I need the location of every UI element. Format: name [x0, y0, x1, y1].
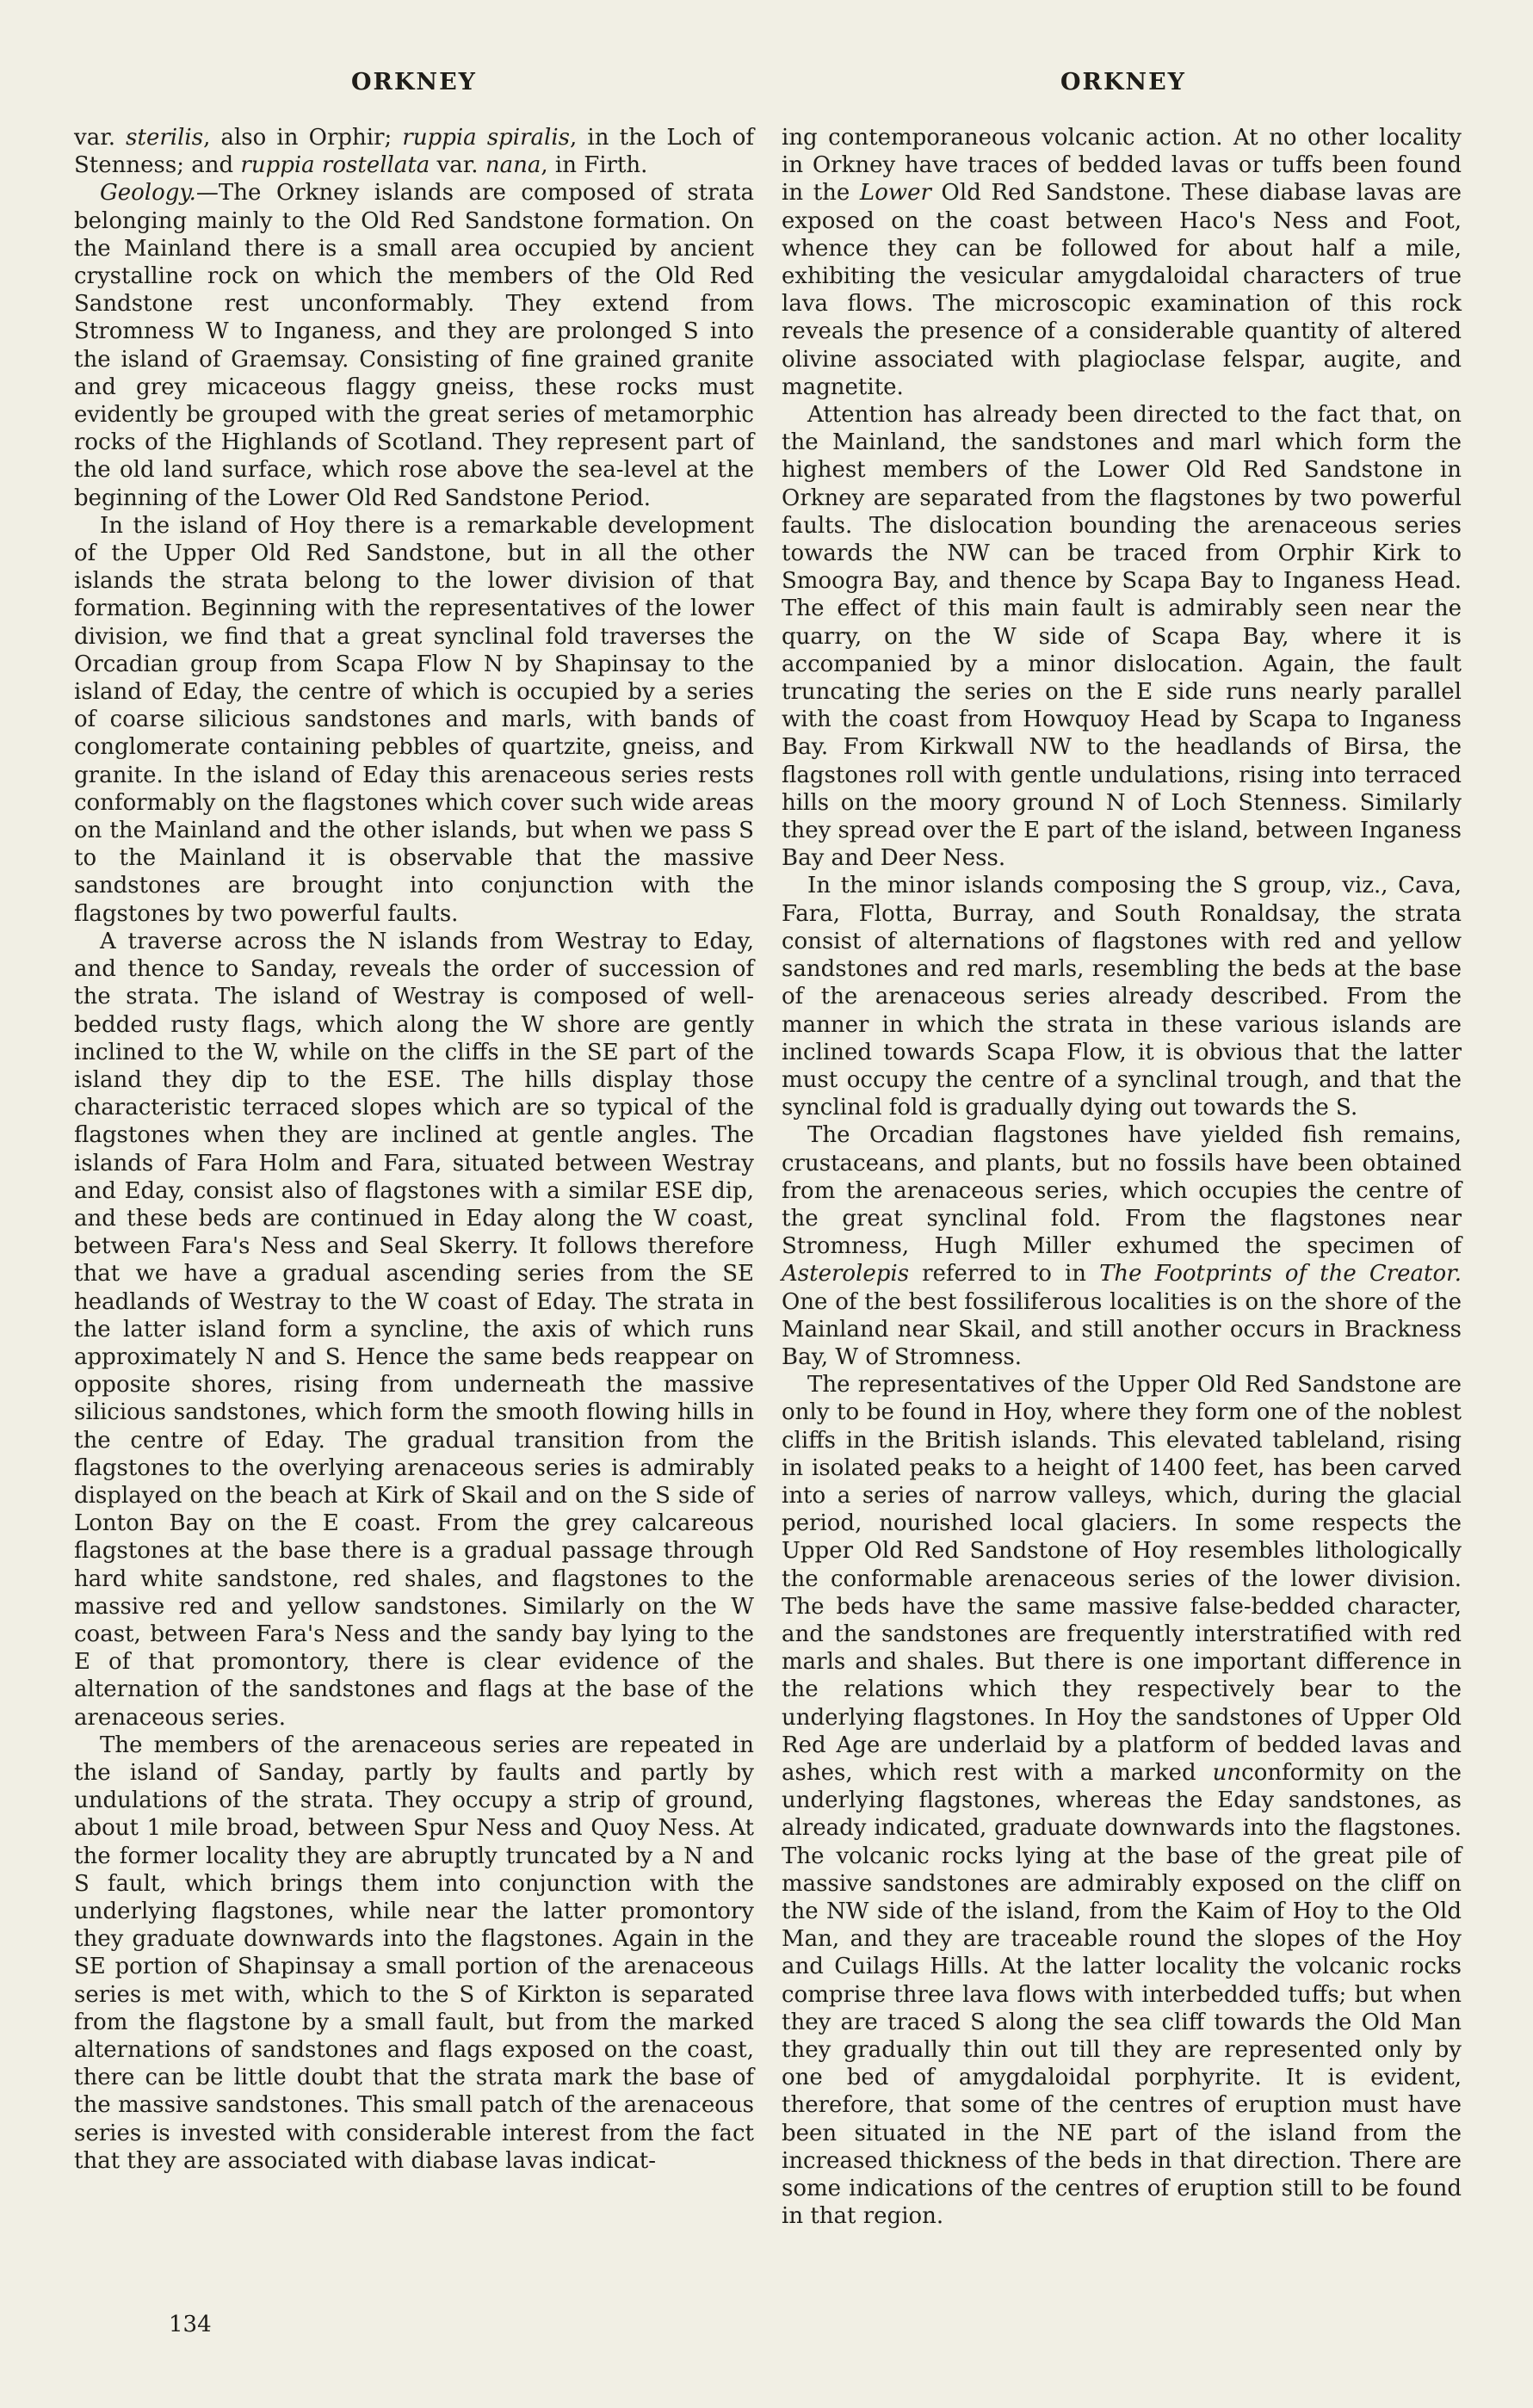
paragraph: In the minor islands composing the S group, viz., Cava, Fara, Flotta, Burray, and South Ronaldsay, the strata consist of alternations of flagstones with red and yellow sandstones and red marls, resembling the beds at the base of the arenaceous series already described. From the manner in which the strata in these various islands are inclined towards Scapa Flow, it is obvious that the latter must occupy the centre of a synclinal trough, and that the synclinal fold is gradually dying out towards the S.: [782, 873, 1462, 1121]
italic-term: sterilis: [126, 125, 204, 151]
paragraph: In the island of Hoy there is a remarkable development of the Upper Old Red Sandstone, but in all the other islands the strata belong to the lower division of that formation. Beginning with the representatives of the lower division, we find that a great synclinal fold traverses the Orcadian group from Scapa Flow N by Shapinsay to the island of Eday, the centre of which is occupied by a series of coarse silicious sandstones and marls, with bands of conglomerate containing pebbles of quartzite, gneiss, and granite. In the island of Eday this arenaceous series rests conformably on the flagstones which cover such wide areas on the Mainland and the other islands, but when we pass S to the Mainland it is observable that the massive sandstones are brought into conjunction with the flagstones by two powerful faults.: [74, 512, 754, 927]
text-run: , also in Orphir;: [203, 125, 403, 151]
text-run: conformity on the underlying flagstones, whereas the Eday sandstones, as already indicated, graduate downwards into the flagstones. The volcanic rocks lying at the base of the great pile of massive sandstones are admirably exposed on the cliff on the NW side of the island, from the Kaim of Hoy to the Old Man, and they are traceable round the slopes of the Hoy and Cuilags Hills. At the latter locality the volcanic rocks comprise three lava flows with interbedded tuffs; but when they are traced S along the sea cliff towards the Old Man they gradually thin out till they are represented only by one bed of amygdaloidal porphyrite. It is evident, therefore, that some of the centres of eruption must have been situated in the NE part of the island from the increased thickness of the beds in that direction. There are some indications of the centres of eruption still to be found in that region.: [782, 1759, 1462, 2230]
paragraph: [74, 124, 754, 179]
paragraph: Attention has already been directed to the fact that, on the Mainland, the sandstones and marl which form the highest members of the Lower Old Red Sandstone in Orkney are separated from the flagstones by two powerful faults. The dislocation bounding the arenaceous series towards the NW can be traced from Orphir Kirk to Smoogra Bay, and thence by Scapa Bay to Inganess Head. The effect of this main fault is admirably seen near the quarry, on the W side of Scapa Bay, where it is accompanied by a minor dislocation. Again, the fault truncating the series on the E side runs nearly parallel with the coast from Howquoy Head by Scapa to Inganess Bay. From Kirkwall NW to the headlands of Birsa, the flagstones roll with gentle undulations, rising into terraced hills on the moory ground N of Loch Stenness. Similarly they spread over the E part of the island, between Inganess Bay and Deer Ness.: [782, 402, 1462, 872]
book-title: The Footprints of the Creator.: [1099, 1261, 1462, 1287]
left-column: [74, 124, 754, 2175]
italic-term: ruppia spiralis: [402, 125, 571, 151]
text-run: —The Orkney islands are composed of strata belonging mainly to the Old Red Sandstone formation. On the Mainland there is a small area occupied by ancient crystalline rock on which the members of the Old Red Sandstone rest unconformably. They extend from Stromness W to Inganess, and they are prolonged S into the island of Graemsay. Consisting of fine grained granite and grey micaceous flaggy gneiss, these rocks must evidently be grouped with the great series of metamorphic rocks of the Highlands of Scotland. They represent part of the old land surface, which rose above the sea-level at the beginning of the Lower Old Red Sandstone Period.: [74, 180, 754, 511]
text-run: var.: [74, 125, 127, 151]
paragraph: [782, 124, 1462, 401]
page-number: 134: [169, 2312, 212, 2337]
text-run: The representatives of the Upper Old Red Sandstone are only to be found in Hoy, where they form one of the noblest cliffs in the British islands. This elevated tableland, rising in isolated peaks to a height of 1400 feet, has been carved into a series of narrow valleys, which, during the glacial period, nourished local glaciers. In some respects the Upper Old Red Sandstone of Hoy resembles lithologically the conformable arenaceous series of the lower division. The beds have the same massive false-bedded character, and the sandstones are frequently interstratified with red marls and shales. But there is one important difference in the relations which they respectively bear to the underlying flagstones. In Hoy the sandstones of Upper Old Red Age are underlaid by a platform of bedded lavas and ashes, which rest with a marked: [782, 1372, 1462, 1786]
text-run: referred to in: [909, 1261, 1100, 1287]
running-header-left: ORKNEY: [351, 69, 477, 96]
italic-term: nana: [485, 152, 541, 179]
text-run: Old Red Sandstone. These diabase lavas are exposed on the coast between Haco's Ness and Foot, whence they can be followed for about half a mile, exhibiting the vesicular amygdaloidal characters of true lava flows. The microscopic examination of this rock reveals the presence of a considerable quantity of altered olivine associated with plagioclase felspar, augite, and magnetite.: [782, 180, 1462, 400]
text-run: , in Firth.: [541, 152, 648, 179]
italic-term: Lower: [859, 180, 931, 207]
running-header-right: ORKNEY: [1060, 69, 1186, 96]
paragraph: [74, 179, 754, 511]
italic-term: ruppia rostellata: [240, 152, 430, 179]
right-column: [782, 124, 1462, 2230]
text-run: One of the best fossiliferous localities is on the shore of the Mainland near Skail, and still another occurs in Brackness Bay, W of Stromness.: [782, 1288, 1462, 1370]
text-run: ing contemporaneous volcanic action. At no other locality in Orkney have traces of bedded lavas or tuffs been found in the: [782, 125, 1462, 207]
text-run: var.: [430, 152, 485, 179]
paragraph: A traverse across the N islands from Westray to Eday, and thence to Sanday, reveals the order of succession of the strata. The island of Westray is composed of well-bedded rusty flags, which along the W shore are gently inclined to the W, while on the cliffs in the SE part of the island they dip to the ESE. The hills display those characteristic terraced slopes which are so typical of the flagstones when they are inclined at gentle angles. The islands of Fara Holm and Fara, situated between Westray and Eday, consist also of flagstones with a similar ESE dip, and these beds are continued in Eday along the W coast, between Fara's Ness and Seal Skerry. It follows therefore that we have a gradual ascending series from the SE headlands of Westray to the W coast of Eday. The strata in the latter island form a syncline, the axis of which runs approximately N and S. Hence the same beds reappear on opposite shores, rising from underneath the massive silicious sandstones, which form the smooth flowing hills in the centre of Eday. The gradual transition from the flagstones to the overlying arenaceous series is admirably displayed on the beach at Kirk of Skail and on the S side of Lonton Bay on the E coast. From the grey calcareous flagstones at the base there is a gradual passage through hard white sandstone, red shales, and flagstones to the massive red and yellow sandstones. Similarly on the W coast, between Fara's Ness and the sandy bay lying to the E of that promontory, there is clear evidence of the alternation of the sandstones and flags at the base of the arenaceous series.: [74, 928, 754, 1731]
italic-term: un: [1212, 1759, 1242, 1786]
paragraph: [782, 1371, 1462, 2230]
paragraph: The members of the arenaceous series are repeated in the island of Sanday, partly by faults and partly by undulations of the strata. They occupy a strip of ground, about 1 mile broad, between Spur Ness and Quoy Ness. At the former locality they are abruptly truncated by a N and S fault, which brings them into conjunction with the underlying flagstones, while near the latter promontory they graduate downwards into the flagstones. Again in the SE portion of Shapinsay a small portion of the arenaceous series is met with, which to the S of Kirkton is separated from the flagstone by a small fault, but from the marked alternations of sandstones and flags exposed on the coast, there can be little doubt that the strata mark the base of the massive sandstones. This small patch of the arenaceous series is invested with considerable interest from the fact that they are associated with diabase lavas indicat-: [74, 1732, 754, 2174]
paragraph: [782, 1121, 1462, 1371]
text-run: The Orcadian flagstones have yielded fish remains, crustaceans, and plants, but no fossils have been obtained from the arenaceous series, which occupies the centre of the great synclinal fold. From the flagstones near Stromness, Hugh Miller exhumed the specimen of: [782, 1122, 1462, 1260]
section-heading: Geology.: [100, 180, 196, 207]
italic-term: Asterolepis: [782, 1261, 910, 1287]
text-run: , in the Loch of Stenness; and: [74, 125, 754, 179]
